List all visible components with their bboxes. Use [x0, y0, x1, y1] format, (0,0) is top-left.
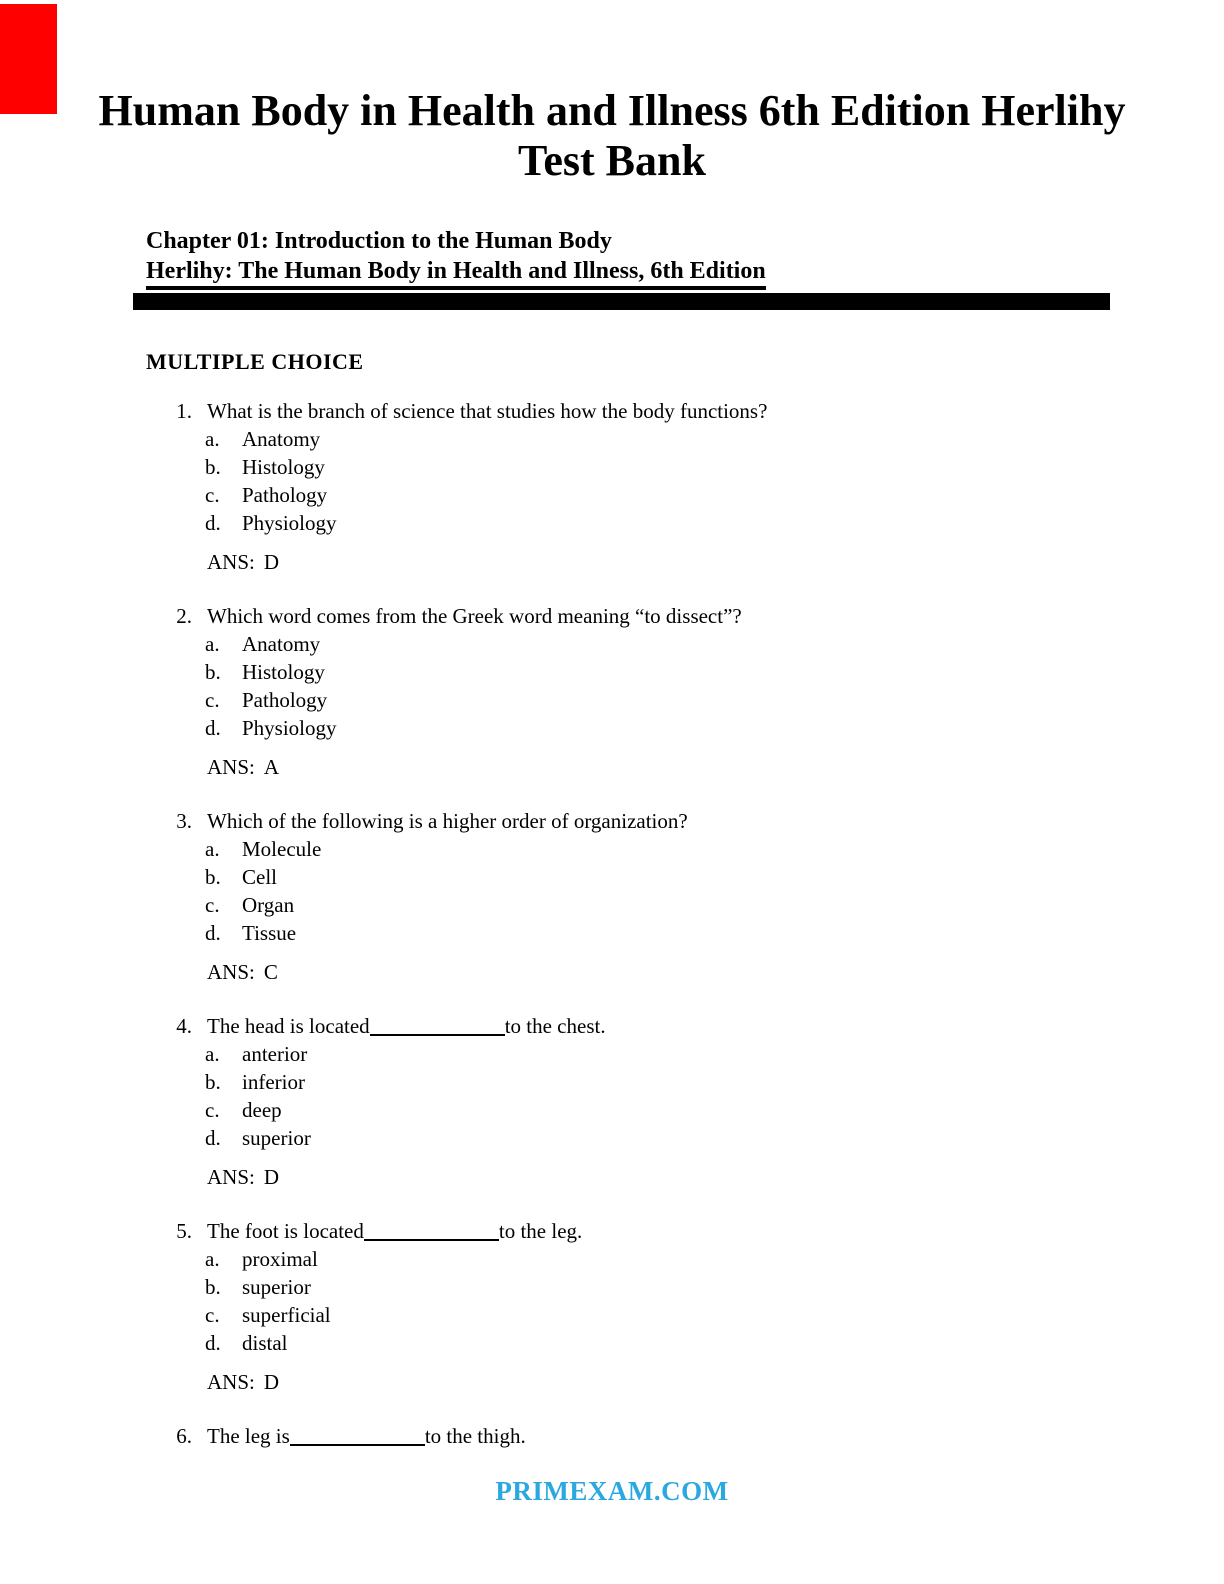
option-letter: c.	[205, 893, 220, 917]
option-text: superior	[242, 1126, 311, 1150]
blank-line	[290, 1440, 425, 1446]
question-stem	[168, 397, 1224, 425]
answer-value: D	[263, 1165, 280, 1189]
option-text: superior	[242, 1275, 311, 1299]
option-text: Anatomy	[242, 632, 321, 656]
option-row	[168, 1040, 1224, 1068]
option-letter: d.	[205, 921, 221, 945]
question-number: 6.	[176, 1424, 192, 1448]
stem-pre: The head is located	[207, 1014, 370, 1038]
question-number: 1.	[176, 399, 192, 423]
question-number: 3.	[176, 809, 192, 833]
option-row	[168, 714, 1224, 742]
option-letter: d.	[205, 716, 221, 740]
option-letter: d.	[205, 511, 221, 535]
option-text: Histology	[242, 660, 325, 684]
option-list	[168, 1040, 1224, 1152]
title-line-1: Human Body in Health and Illness 6th Edition Herlihy	[98, 86, 1126, 135]
stem-pre: The leg is	[207, 1424, 290, 1448]
question-number: 2.	[176, 604, 192, 628]
question-item	[0, 397, 1224, 576]
stem-pre: What is the branch of science that studies how the body functions?	[207, 399, 768, 423]
option-row	[168, 658, 1224, 686]
option-row	[168, 1273, 1224, 1301]
option-text: anterior	[242, 1042, 308, 1066]
stem-post: to the leg.	[498, 1219, 583, 1243]
option-letter: c.	[205, 1303, 220, 1327]
option-row	[168, 1068, 1224, 1096]
option-text: Cell	[242, 865, 277, 889]
chapter-heading	[146, 226, 1224, 290]
answer-label: ANS:	[207, 1370, 255, 1394]
blank-line	[364, 1235, 499, 1241]
option-letter: c.	[205, 483, 220, 507]
option-text: superficial	[242, 1303, 331, 1327]
option-row	[168, 919, 1224, 947]
option-text: inferior	[242, 1070, 305, 1094]
stem-post: to the thigh.	[424, 1424, 526, 1448]
option-row	[168, 835, 1224, 863]
option-letter: b.	[205, 455, 221, 479]
question-item	[0, 807, 1224, 986]
answer-label: ANS:	[207, 1165, 255, 1189]
question-stem	[168, 1217, 1224, 1245]
option-row	[168, 1245, 1224, 1273]
chapter-line-2-text: Herlihy: The Human Body in Health and Illness, 6th Edition	[146, 256, 766, 290]
option-row	[168, 630, 1224, 658]
option-text: proximal	[242, 1247, 318, 1271]
option-letter: b.	[205, 1275, 221, 1299]
option-letter: a.	[205, 1042, 220, 1066]
question-item	[0, 1217, 1224, 1396]
site-footer: PRIMEXAM.COM	[495, 1476, 729, 1506]
question-stem	[168, 807, 1224, 835]
option-row	[168, 1124, 1224, 1152]
answer-value: D	[263, 1370, 280, 1394]
answer-value: C	[263, 960, 278, 984]
title-line-2: Test Bank	[518, 136, 706, 185]
question-list	[0, 397, 1224, 1450]
answer-row	[168, 753, 1224, 781]
blank-line	[370, 1030, 505, 1036]
document-title	[0, 0, 1224, 186]
option-text: distal	[242, 1331, 288, 1355]
option-row	[168, 481, 1224, 509]
question-item	[0, 1012, 1224, 1191]
option-row	[168, 1096, 1224, 1124]
option-letter: d.	[205, 1331, 221, 1355]
option-letter: c.	[205, 688, 220, 712]
stem-pre: Which word comes from the Greek word meaning “to dissect”?	[207, 604, 742, 628]
option-text: Physiology	[242, 716, 337, 740]
stem-pre: The foot is located	[207, 1219, 364, 1243]
answer-label: ANS:	[207, 755, 255, 779]
option-text: Molecule	[242, 837, 322, 861]
option-letter: b.	[205, 660, 221, 684]
section-label: MULTIPLE CHOICE	[146, 349, 364, 374]
option-row	[168, 891, 1224, 919]
option-text: Organ	[242, 893, 295, 917]
red-annotation-mark	[0, 4, 57, 114]
option-row	[168, 1301, 1224, 1329]
chapter-line-2	[146, 256, 1224, 290]
question-item	[0, 1422, 1224, 1450]
option-text: deep	[242, 1098, 282, 1122]
question-stem	[168, 1422, 1224, 1450]
question-stem	[168, 602, 1224, 630]
option-row	[168, 1329, 1224, 1357]
answer-value: D	[263, 550, 280, 574]
option-row	[168, 863, 1224, 891]
answer-label: ANS:	[207, 550, 255, 574]
option-letter: b.	[205, 1070, 221, 1094]
question-number: 5.	[176, 1219, 192, 1243]
divider-bar	[133, 293, 1110, 310]
answer-value: A	[263, 755, 280, 779]
chapter-line-1: Chapter 01: Introduction to the Human Body	[146, 228, 612, 254]
option-letter: a.	[205, 1247, 220, 1271]
answer-row	[168, 548, 1224, 576]
answer-row	[168, 1163, 1224, 1191]
option-list	[168, 630, 1224, 742]
option-row	[168, 425, 1224, 453]
option-text: Pathology	[242, 483, 328, 507]
option-letter: a.	[205, 632, 220, 656]
option-letter: d.	[205, 1126, 221, 1150]
option-text: Anatomy	[242, 427, 321, 451]
option-letter: a.	[205, 837, 220, 861]
option-row	[168, 686, 1224, 714]
option-letter: c.	[205, 1098, 220, 1122]
question-item	[0, 602, 1224, 781]
answer-row	[168, 1368, 1224, 1396]
option-text: Pathology	[242, 688, 328, 712]
question-stem	[168, 1012, 1224, 1040]
option-row	[168, 509, 1224, 537]
option-row	[168, 453, 1224, 481]
answer-row	[168, 958, 1224, 986]
answer-label: ANS:	[207, 960, 255, 984]
question-number: 4.	[176, 1014, 192, 1038]
option-list	[168, 425, 1224, 537]
option-letter: b.	[205, 865, 221, 889]
option-list	[168, 835, 1224, 947]
stem-pre: Which of the following is a higher order of organization?	[207, 809, 688, 833]
option-list	[168, 1245, 1224, 1357]
option-text: Physiology	[242, 511, 337, 535]
option-letter: a.	[205, 427, 220, 451]
option-text: Histology	[242, 455, 325, 479]
option-text: Tissue	[242, 921, 297, 945]
stem-post: to the chest.	[504, 1014, 606, 1038]
